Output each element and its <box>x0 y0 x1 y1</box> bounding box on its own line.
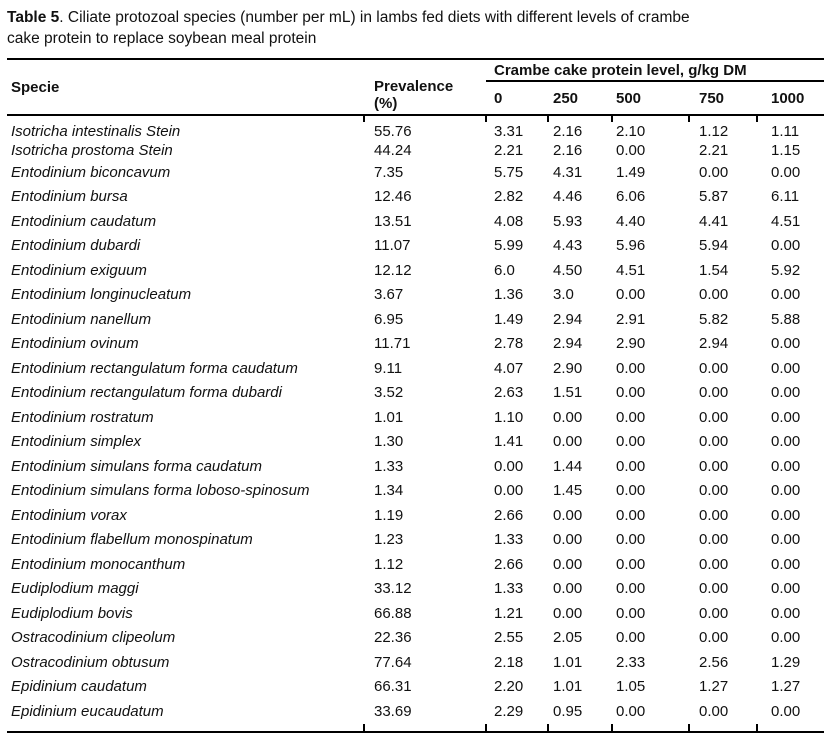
value-cell-500: 5.96 <box>616 237 646 255</box>
specie-cell: Entodinium rectangulatum forma dubardi <box>11 384 282 402</box>
value-cell-500: 0.00 <box>616 286 646 304</box>
specie-cell: Entodinium longinucleatum <box>11 286 192 304</box>
value-cell-1000: 5.92 <box>771 261 801 279</box>
prevalence-cell: 12.12 <box>374 261 412 279</box>
table-row <box>7 626 824 651</box>
value-cell-1000: 0.00 <box>771 629 801 647</box>
table-body <box>7 115 824 732</box>
value-cell-750: 0.00 <box>699 580 729 598</box>
column-tick <box>486 724 548 732</box>
value-cell-750: 0.00 <box>699 604 729 622</box>
value-cell-0: 4.08 <box>494 212 524 230</box>
value-cell-500: 0.00 <box>616 580 646 598</box>
level-header-0: 0 <box>486 81 548 115</box>
column-tick <box>486 115 548 122</box>
level-header-250: 250 <box>548 81 612 115</box>
specie-cell: Entodinium ovinum <box>11 335 139 353</box>
value-cell-1000: 0.00 <box>771 506 801 524</box>
specie-cell: Epidinium eucaudatum <box>11 702 164 720</box>
value-cell-500: 1.49 <box>616 163 646 181</box>
value-cell-500: 0.00 <box>616 604 646 622</box>
value-cell-0: 6.0 <box>494 261 515 279</box>
value-cell-0: 4.07 <box>494 359 524 377</box>
table-caption-text-line1: . Ciliate protozoal species (number per mL) in lambs fed diets with different levels of crambe <box>59 9 690 26</box>
value-cell-1000: 1.11 <box>771 123 800 140</box>
value-cell-1000: 0.00 <box>771 433 801 451</box>
table-caption-text-line2: cake protein to replace soybean meal protein <box>7 30 317 47</box>
specie-cell: Entodinium caudatum <box>11 212 157 230</box>
value-cell-250: 2.16 <box>553 123 583 140</box>
value-cell-250: 2.05 <box>553 629 583 647</box>
value-cell-1000: 0.00 <box>771 286 801 304</box>
prevalence-cell: 11.71 <box>374 335 411 353</box>
prevalence-cell: 1.30 <box>374 433 404 451</box>
value-cell-750: 5.82 <box>699 310 729 328</box>
prevalence-cell: 6.95 <box>374 310 404 328</box>
prevalence-cell: 66.31 <box>374 678 412 696</box>
value-cell-750: 1.12 <box>699 123 729 140</box>
value-cell-0: 1.33 <box>494 580 524 598</box>
value-cell-250: 0.00 <box>553 604 583 622</box>
value-cell-750: 0.00 <box>699 359 729 377</box>
specie-cell: Entodinium simplex <box>11 433 142 451</box>
table-row <box>7 381 824 406</box>
table-row <box>7 601 824 626</box>
value-cell-1000: 0.00 <box>771 580 801 598</box>
specie-cell: Ostracodinium obtusum <box>11 653 170 671</box>
value-cell-250: 1.01 <box>553 653 583 671</box>
value-cell-1000: 0.00 <box>771 457 801 475</box>
value-cell-750: 0.00 <box>699 506 729 524</box>
value-cell-1000: 0.00 <box>771 237 801 255</box>
value-cell-1000: 1.27 <box>771 678 801 696</box>
column-tick <box>689 724 757 732</box>
prevalence-cell: 55.76 <box>374 123 412 140</box>
value-cell-1000: 1.15 <box>771 142 801 159</box>
value-cell-250: 2.94 <box>553 335 583 353</box>
column-tick <box>612 115 689 122</box>
specie-cell: Entodinium exiguum <box>11 261 147 279</box>
value-cell-1000: 0.00 <box>771 531 801 549</box>
value-cell-0: 2.18 <box>494 653 524 671</box>
prevalence-cell: 77.64 <box>374 653 412 671</box>
column-tick <box>364 724 486 732</box>
value-cell-750: 0.00 <box>699 286 729 304</box>
value-cell-750: 0.00 <box>699 555 729 573</box>
column-tick <box>757 115 824 122</box>
prevalence-cell: 3.67 <box>374 286 404 304</box>
value-cell-750: 5.87 <box>699 188 729 206</box>
table-row <box>7 283 824 308</box>
table-row <box>7 528 824 553</box>
value-cell-1000: 0.00 <box>771 359 801 377</box>
specie-cell: Isotricha prostoma Stein <box>11 142 173 159</box>
prevalence-column-header <box>364 59 486 115</box>
value-cell-500: 6.06 <box>616 188 646 206</box>
column-tick <box>548 115 612 122</box>
value-cell-250: 1.01 <box>553 678 583 696</box>
prevalence-cell: 33.12 <box>374 580 412 598</box>
value-cell-0: 2.82 <box>494 188 524 206</box>
value-cell-1000: 0.00 <box>771 408 801 426</box>
value-cell-750: 0.00 <box>699 482 729 500</box>
value-cell-500: 4.51 <box>616 261 646 279</box>
table-row <box>7 675 824 700</box>
value-cell-0: 1.10 <box>494 408 524 426</box>
value-cell-500: 2.91 <box>616 310 646 328</box>
value-cell-250: 4.43 <box>553 237 583 255</box>
column-tick <box>548 724 612 732</box>
value-cell-0: 1.36 <box>494 286 524 304</box>
value-cell-750: 2.94 <box>699 335 729 353</box>
value-cell-500: 0.00 <box>616 142 646 159</box>
ciliate-species-table <box>7 58 824 733</box>
table-row <box>7 650 824 675</box>
value-cell-500: 0.00 <box>616 408 646 426</box>
value-cell-0: 1.49 <box>494 310 524 328</box>
table-header <box>7 59 824 115</box>
specie-cell: Entodinium nanellum <box>11 310 152 328</box>
value-cell-750: 2.21 <box>699 142 729 159</box>
prevalence-cell: 1.23 <box>374 531 404 549</box>
value-cell-250: 0.00 <box>553 506 583 524</box>
value-cell-750: 1.54 <box>699 261 729 279</box>
value-cell-0: 1.41 <box>494 433 524 451</box>
value-cell-500: 0.00 <box>616 457 646 475</box>
value-cell-250: 1.44 <box>553 457 583 475</box>
value-cell-250: 3.0 <box>553 286 574 304</box>
group-header-row <box>7 59 824 81</box>
value-cell-1000: 0.00 <box>771 604 801 622</box>
prevalence-cell: 1.33 <box>374 457 404 475</box>
level-header-500: 500 <box>612 81 689 115</box>
value-cell-750: 0.00 <box>699 384 729 402</box>
prevalence-cell: 3.52 <box>374 384 404 402</box>
specie-cell: Entodinium rostratum <box>11 408 154 426</box>
prevalence-cell: 1.12 <box>374 555 404 573</box>
value-cell-0: 2.66 <box>494 555 524 573</box>
value-cell-0: 2.66 <box>494 506 524 524</box>
value-cell-500: 2.33 <box>616 653 646 671</box>
value-cell-750: 2.56 <box>699 653 729 671</box>
value-cell-0: 0.00 <box>494 482 524 500</box>
specie-cell: Ostracodinium clipeolum <box>11 629 176 647</box>
value-cell-0: 1.21 <box>494 604 524 622</box>
value-cell-1000: 4.51 <box>771 212 801 230</box>
value-cell-1000: 1.29 <box>771 653 801 671</box>
value-cell-250: 2.94 <box>553 310 583 328</box>
value-cell-0: 1.33 <box>494 531 524 549</box>
value-cell-500: 0.00 <box>616 359 646 377</box>
table-row <box>7 577 824 602</box>
value-cell-0: 2.63 <box>494 384 524 402</box>
table-caption <box>7 7 827 49</box>
value-cell-1000: 0.00 <box>771 555 801 573</box>
value-cell-1000: 0.00 <box>771 163 801 181</box>
value-cell-500: 0.00 <box>616 506 646 524</box>
value-cell-0: 2.21 <box>494 142 524 159</box>
value-cell-500: 1.05 <box>616 678 646 696</box>
column-tick <box>612 724 689 732</box>
specie-cell: Entodinium rectangulatum forma caudatum <box>11 359 298 377</box>
prevalence-header-line1: Prevalence <box>374 78 454 95</box>
prevalence-cell: 1.19 <box>374 506 404 524</box>
specie-cell: Entodinium bursa <box>11 188 128 206</box>
value-cell-0: 2.78 <box>494 335 524 353</box>
table-row <box>7 307 824 332</box>
specie-cell: Eudiplodium maggi <box>11 580 139 598</box>
prevalence-cell: 11.07 <box>374 237 411 255</box>
value-cell-500: 0.00 <box>616 629 646 647</box>
specie-cell: Isotricha intestinalis Stein <box>11 123 181 140</box>
value-cell-1000: 5.88 <box>771 310 801 328</box>
table-row <box>7 454 824 479</box>
table-row <box>7 405 824 430</box>
value-cell-750: 0.00 <box>699 163 729 181</box>
table-row <box>7 503 824 528</box>
specie-cell: Entodinium monocanthum <box>11 555 186 573</box>
prevalence-cell: 1.01 <box>374 408 404 426</box>
value-cell-1000: 0.00 <box>771 384 801 402</box>
specie-cell: Entodinium flabellum monospinatum <box>11 531 253 549</box>
column-tick <box>689 115 757 122</box>
value-cell-250: 2.90 <box>553 359 583 377</box>
table-row <box>7 356 824 381</box>
prevalence-cell: 1.34 <box>374 482 404 500</box>
value-cell-500: 0.00 <box>616 384 646 402</box>
value-cell-250: 4.31 <box>553 163 583 181</box>
prevalence-cell: 7.35 <box>374 163 404 181</box>
prevalence-cell: 33.69 <box>374 702 412 720</box>
value-cell-750: 0.00 <box>699 531 729 549</box>
value-cell-0: 3.31 <box>494 123 524 140</box>
prevalence-cell: 13.51 <box>374 212 412 230</box>
value-cell-250: 0.00 <box>553 531 583 549</box>
value-cell-750: 1.27 <box>699 678 729 696</box>
table-row <box>7 141 824 160</box>
prevalence-cell: 9.11 <box>374 359 403 377</box>
value-cell-250: 5.93 <box>553 212 583 230</box>
table-row <box>7 430 824 455</box>
value-cell-1000: 0.00 <box>771 702 801 720</box>
bottom-tick-row <box>7 724 824 732</box>
prevalence-cell: 66.88 <box>374 604 412 622</box>
value-cell-250: 0.00 <box>553 433 583 451</box>
value-cell-500: 4.40 <box>616 212 646 230</box>
crambe-level-group-header: Crambe cake protein level, g/kg DM <box>486 59 824 81</box>
table-row <box>7 234 824 259</box>
specie-cell: Entodinium vorax <box>11 506 127 524</box>
table-row <box>7 209 824 234</box>
value-cell-750: 0.00 <box>699 457 729 475</box>
value-cell-0: 2.55 <box>494 629 524 647</box>
value-cell-500: 0.00 <box>616 531 646 549</box>
value-cell-500: 0.00 <box>616 555 646 573</box>
level-header-1000: 1000 <box>757 81 824 115</box>
value-cell-250: 1.51 <box>553 384 583 402</box>
value-cell-500: 0.00 <box>616 482 646 500</box>
specie-cell: Entodinium simulans forma caudatum <box>11 457 262 475</box>
value-cell-250: 4.46 <box>553 188 583 206</box>
value-cell-0: 2.20 <box>494 678 524 696</box>
value-cell-250: 0.00 <box>553 580 583 598</box>
value-cell-500: 0.00 <box>616 702 646 720</box>
value-cell-1000: 6.11 <box>771 188 800 206</box>
level-header-750: 750 <box>689 81 757 115</box>
value-cell-500: 2.10 <box>616 123 646 140</box>
top-tick-row <box>7 115 824 122</box>
value-cell-250: 4.50 <box>553 261 583 279</box>
value-cell-0: 5.75 <box>494 163 524 181</box>
specie-cell: Eudiplodium bovis <box>11 604 133 622</box>
value-cell-0: 2.29 <box>494 702 524 720</box>
value-cell-0: 5.99 <box>494 237 524 255</box>
table-row <box>7 258 824 283</box>
value-cell-750: 4.41 <box>699 212 729 230</box>
table-caption-label: Table 5 <box>7 9 60 26</box>
table-row <box>7 185 824 210</box>
value-cell-250: 1.45 <box>553 482 583 500</box>
value-cell-750: 0.00 <box>699 408 729 426</box>
column-tick <box>757 724 824 732</box>
value-cell-250: 0.00 <box>553 555 583 573</box>
table-row <box>7 122 824 141</box>
value-cell-750: 0.00 <box>699 702 729 720</box>
table-row <box>7 699 824 724</box>
value-cell-750: 0.00 <box>699 629 729 647</box>
specie-cell: Entodinium biconcavum <box>11 163 171 181</box>
column-tick <box>364 115 486 122</box>
specie-cell: Epidinium caudatum <box>11 678 147 696</box>
value-cell-1000: 0.00 <box>771 335 801 353</box>
value-cell-1000: 0.00 <box>771 482 801 500</box>
specie-column-header: Specie <box>7 59 364 115</box>
prevalence-cell: 12.46 <box>374 188 412 206</box>
prevalence-header-line2: (%) <box>374 95 398 112</box>
table-row <box>7 332 824 357</box>
prevalence-cell: 44.24 <box>374 142 412 159</box>
table-row <box>7 552 824 577</box>
value-cell-250: 0.95 <box>553 702 583 720</box>
value-cell-250: 2.16 <box>553 142 583 159</box>
value-cell-750: 5.94 <box>699 237 729 255</box>
value-cell-500: 0.00 <box>616 433 646 451</box>
table-row <box>7 479 824 504</box>
prevalence-cell: 22.36 <box>374 629 412 647</box>
specie-cell: Entodinium simulans forma loboso-spinosum <box>11 482 310 500</box>
value-cell-250: 0.00 <box>553 408 583 426</box>
value-cell-750: 0.00 <box>699 433 729 451</box>
table-row <box>7 160 824 185</box>
value-cell-0: 0.00 <box>494 457 524 475</box>
specie-cell: Entodinium dubardi <box>11 237 141 255</box>
value-cell-500: 2.90 <box>616 335 646 353</box>
